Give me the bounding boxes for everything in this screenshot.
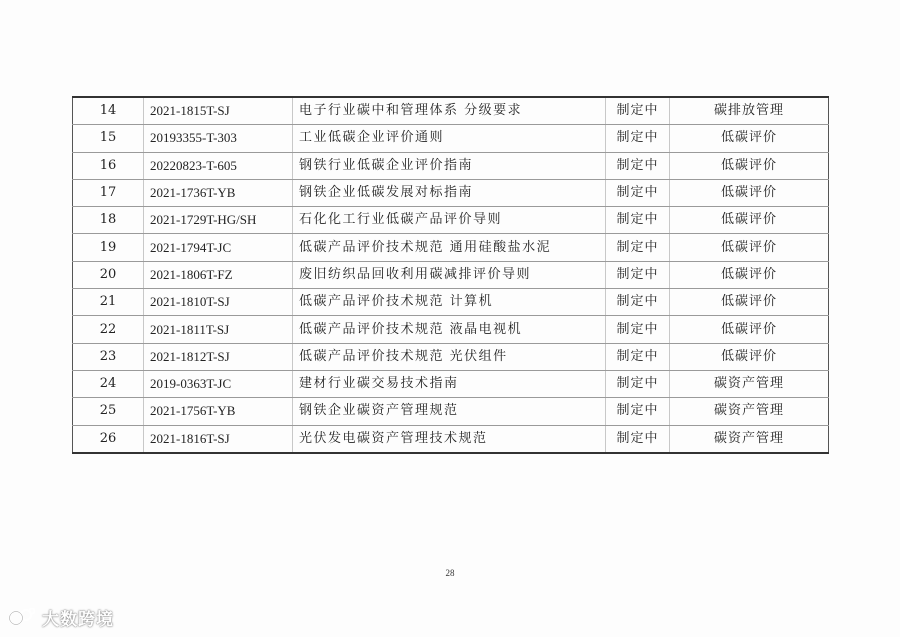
cell-plan-code: 2021-1816T-SJ [144, 425, 293, 453]
cell-plan-code: 2021-1815T-SJ [144, 97, 293, 125]
cell-standard-name: 建材行业碳交易技术指南 [293, 370, 606, 397]
table-row [73, 152, 829, 179]
cell-status: 制定中 [606, 343, 670, 370]
cell-standard-name: 钢铁企业碳资产管理规范 [293, 398, 606, 425]
cell-plan-code: 2021-1810T-SJ [144, 289, 293, 316]
cell-standard-name: 低碳产品评价技术规范 通用硅酸盐水泥 [293, 234, 606, 261]
cell-category: 低碳评价 [670, 152, 829, 179]
cell-number: 19 [73, 234, 144, 261]
table-row [73, 316, 829, 343]
bubble-logo-icon [8, 606, 36, 628]
cell-status: 制定中 [606, 125, 670, 152]
cell-standard-name: 低碳产品评价技术规范 光伏组件 [293, 343, 606, 370]
table-row [73, 289, 829, 316]
table-row [73, 97, 829, 125]
cell-number: 14 [73, 97, 144, 125]
cell-number: 23 [73, 343, 144, 370]
watermark [8, 604, 114, 630]
cell-status: 制定中 [606, 97, 670, 125]
cell-number: 21 [73, 289, 144, 316]
cell-plan-code: 20193355-T-303 [144, 125, 293, 152]
table-row [73, 207, 829, 234]
table-row [73, 234, 829, 261]
cell-plan-code: 2021-1736T-YB [144, 179, 293, 206]
table-row [73, 125, 829, 152]
cell-number: 26 [73, 425, 144, 453]
cell-standard-name: 光伏发电碳资产管理技术规范 [293, 425, 606, 453]
cell-status: 制定中 [606, 289, 670, 316]
table-row [73, 398, 829, 425]
cell-number: 24 [73, 370, 144, 397]
cell-category: 低碳评价 [670, 234, 829, 261]
table-row [73, 370, 829, 397]
cell-category: 低碳评价 [670, 125, 829, 152]
standards-table-body [73, 97, 829, 453]
cell-plan-code: 20220823-T-605 [144, 152, 293, 179]
cell-category: 碳排放管理 [670, 97, 829, 125]
cell-number: 15 [73, 125, 144, 152]
cell-category: 碳资产管理 [670, 370, 829, 397]
cell-number: 22 [73, 316, 144, 343]
cell-category: 低碳评价 [670, 207, 829, 234]
cell-category: 低碳评价 [670, 316, 829, 343]
cell-plan-code: 2021-1812T-SJ [144, 343, 293, 370]
cell-number: 16 [73, 152, 144, 179]
cell-plan-code: 2021-1806T-FZ [144, 261, 293, 288]
table-row [73, 343, 829, 370]
cell-category: 低碳评价 [670, 179, 829, 206]
cell-plan-code: 2021-1811T-SJ [144, 316, 293, 343]
cell-status: 制定中 [606, 398, 670, 425]
cell-status: 制定中 [606, 316, 670, 343]
cell-plan-code: 2021-1794T-JC [144, 234, 293, 261]
table-row [73, 261, 829, 288]
cell-category: 低碳评价 [670, 343, 829, 370]
cell-status: 制定中 [606, 425, 670, 453]
cell-plan-code: 2021-1729T-HG/SH [144, 207, 293, 234]
cell-status: 制定中 [606, 152, 670, 179]
cell-category: 碳资产管理 [670, 398, 829, 425]
table-row [73, 179, 829, 206]
cell-standard-name: 钢铁行业低碳企业评价指南 [293, 152, 606, 179]
cell-category: 碳资产管理 [670, 425, 829, 453]
cell-plan-code: 2021-1756T-YB [144, 398, 293, 425]
watermark-text: 大数跨境 [42, 609, 114, 630]
cell-number: 20 [73, 261, 144, 288]
cell-category: 低碳评价 [670, 289, 829, 316]
cell-standard-name: 低碳产品评价技术规范 计算机 [293, 289, 606, 316]
cell-standard-name: 钢铁企业低碳发展对标指南 [293, 179, 606, 206]
cell-status: 制定中 [606, 370, 670, 397]
cell-number: 18 [73, 207, 144, 234]
cell-plan-code: 2019-0363T-JC [144, 370, 293, 397]
cell-number: 25 [73, 398, 144, 425]
page-number: 28 [445, 568, 455, 578]
cell-status: 制定中 [606, 234, 670, 261]
cell-status: 制定中 [606, 207, 670, 234]
cell-category: 低碳评价 [670, 261, 829, 288]
cell-status: 制定中 [606, 179, 670, 206]
cell-standard-name: 废旧纺织品回收利用碳减排评价导则 [293, 261, 606, 288]
cell-status: 制定中 [606, 261, 670, 288]
cell-standard-name: 工业低碳企业评价通则 [293, 125, 606, 152]
cell-standard-name: 石化化工行业低碳产品评价导则 [293, 207, 606, 234]
cell-standard-name: 低碳产品评价技术规范 液晶电视机 [293, 316, 606, 343]
cell-standard-name: 电子行业碳中和管理体系 分级要求 [293, 97, 606, 125]
standards-table [72, 96, 829, 454]
table-row [73, 425, 829, 453]
cell-number: 17 [73, 179, 144, 206]
